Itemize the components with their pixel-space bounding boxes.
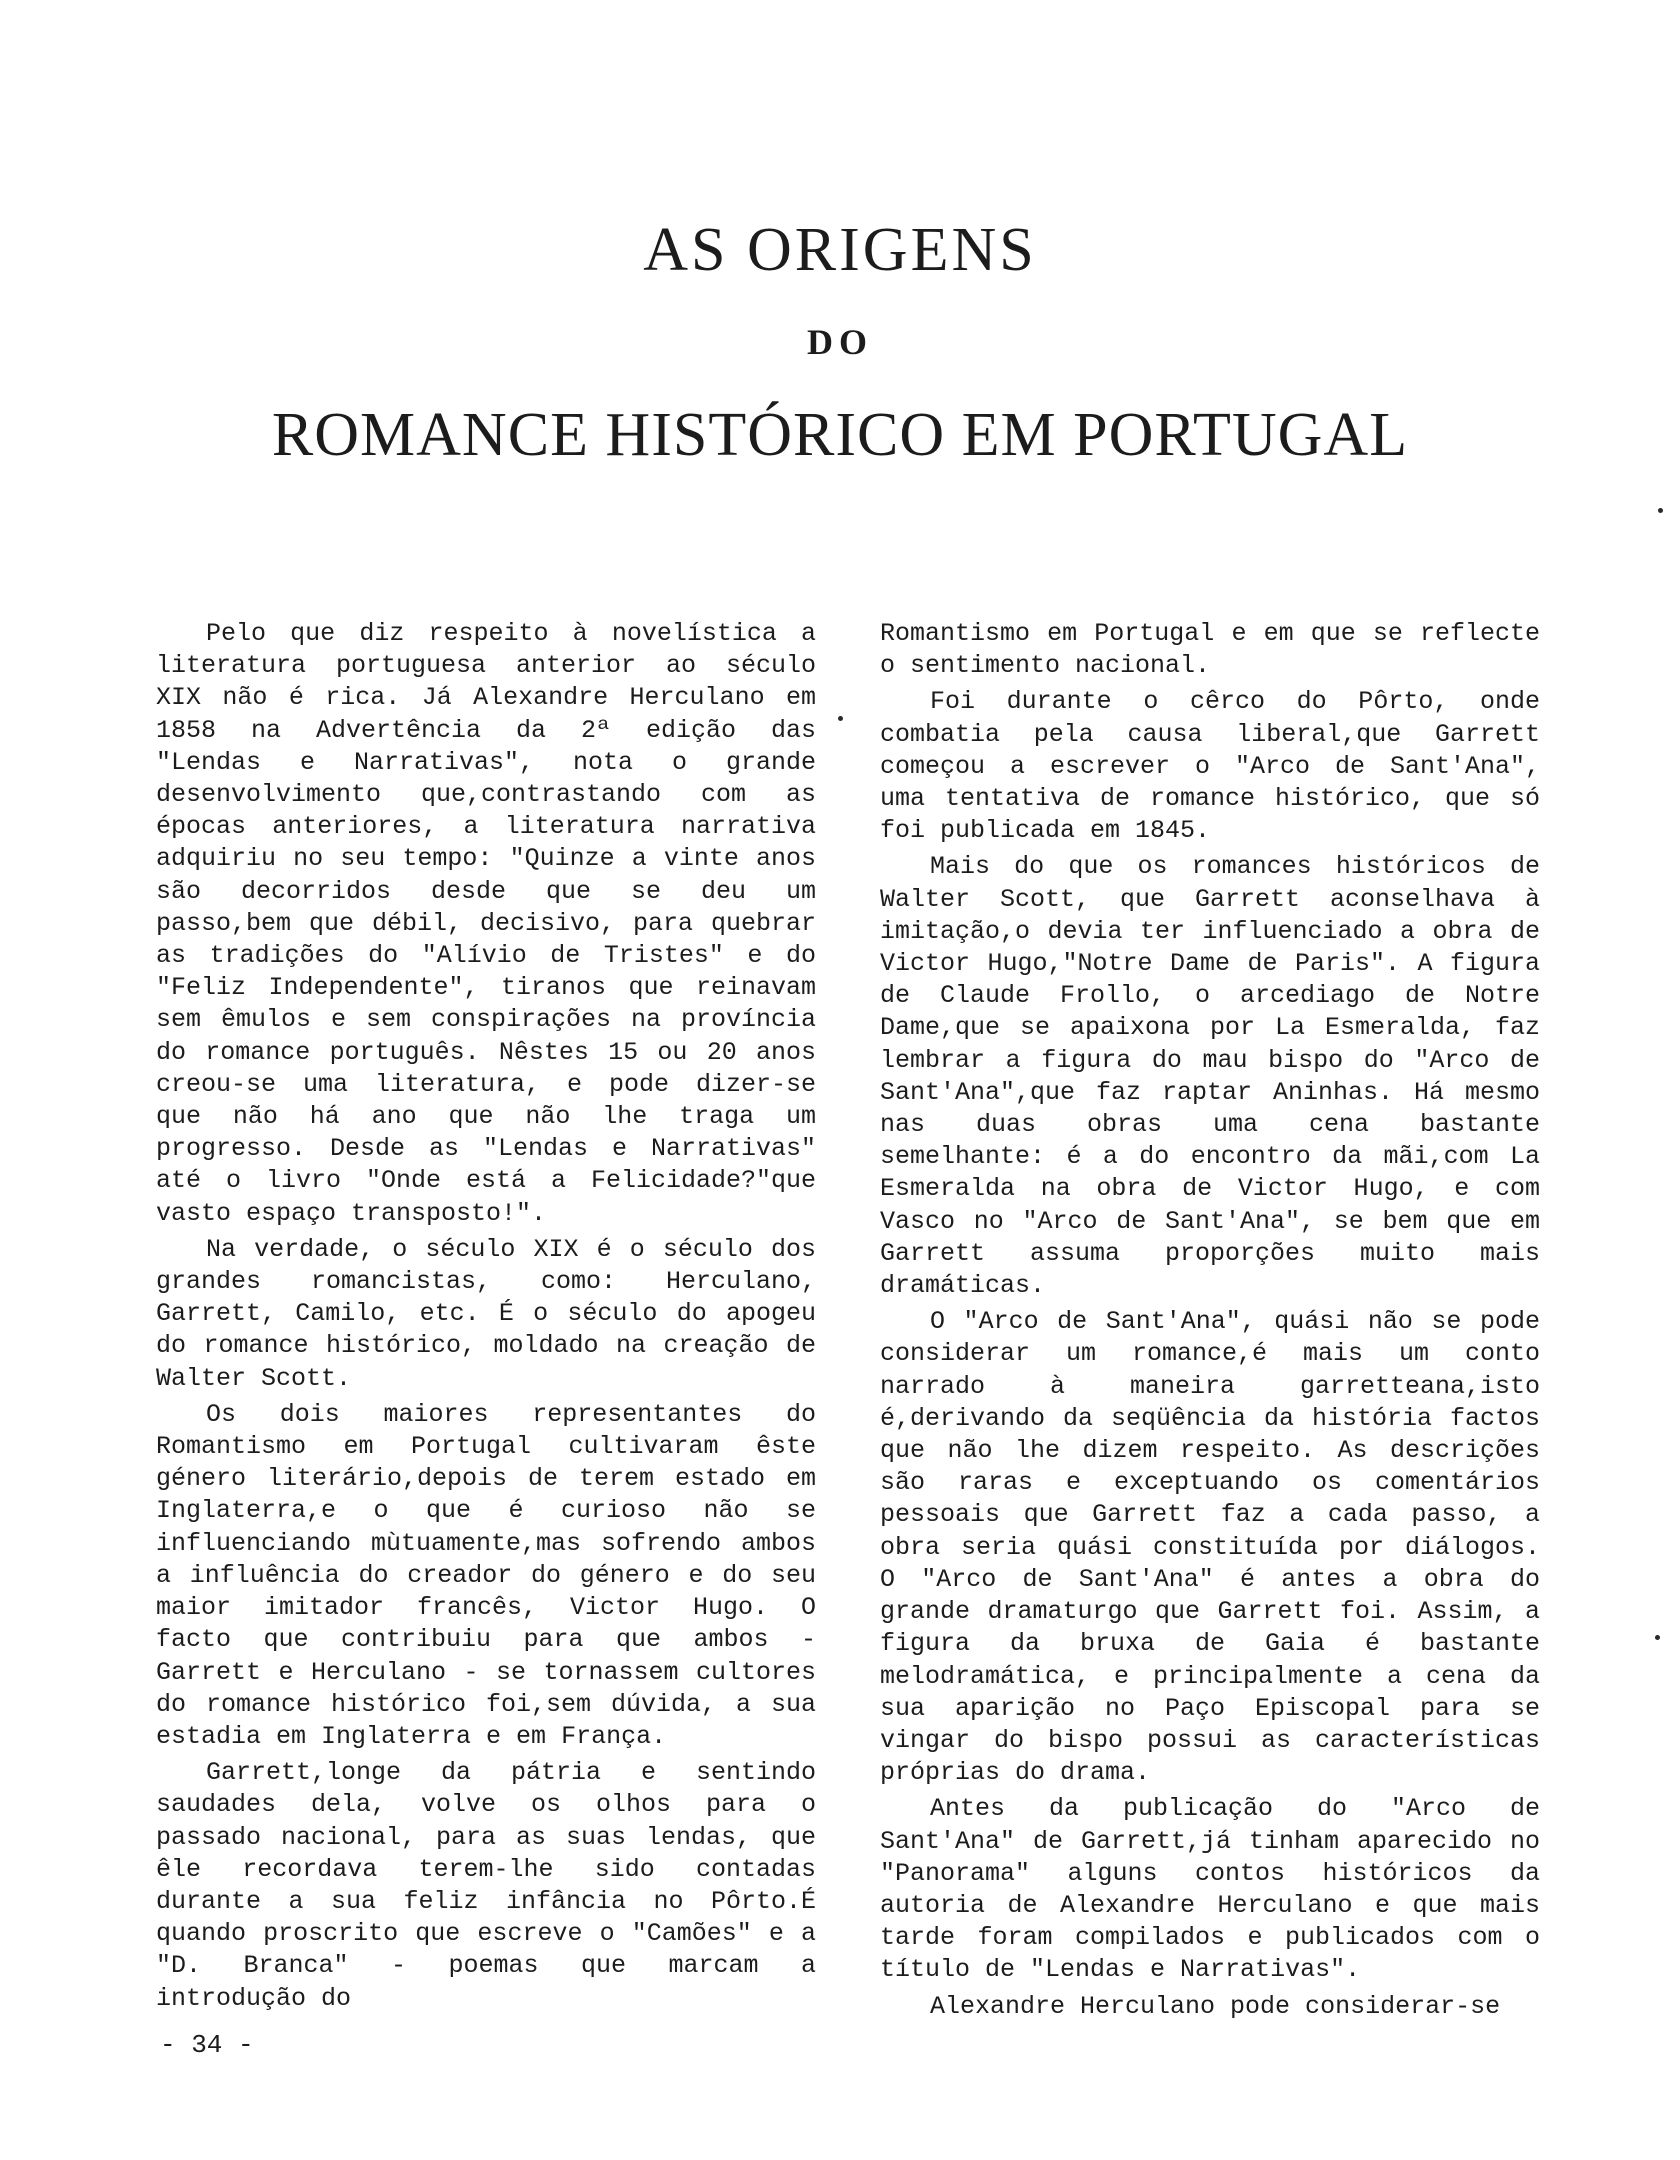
paragraph: Os dois maiores representantes do Romantismo em Portugal cultivaram êste género literário,depois de terem estado em Inglaterra,e o que é curioso não se influenciando mùtuamente,mas sofrendo ambos a influência do creador do género e do seu maior imitador francês, Victor Hugo. O facto que contribuiu para que ambos - Garrett e Herculano - se tornassem cultores do romance histórico foi,sem dúvida, a sua estadia em Inglaterra e em França. [156,1399,816,1751]
print-speck [1658,508,1663,513]
paragraph: Na verdade, o século XIX é o século dos grandes romancistas, como: Herculano, Garrett, Camilo, etc. É o século do apogeu do romance histórico, moldado na creação de Walter Scott. [156,1234,816,1393]
paragraph: Mais do que os romances históricos de Walter Scott, que Garrett aconselhava à imitação,o devia ter influenciado a obra de Victor Hugo,"Notre Dame de Paris". A figura de Claude Frollo, o arcediago de Notre Dame,que se apaixona por La Esmeralda, faz lembrar a figura do mau bispo do "Arco de Sant'Ana",que faz raptar Aninhas. Há mesmo nas duas obras uma cena bastante semelhante: é a do encontro da mãi,com La Esmeralda na obra de Victor Hugo, e com Vasco no "Arco de Sant'Ana", se bem que em Garrett assuma proporções muito mais dramáticas. [880,852,1540,1301]
right-column [880,618,1540,2027]
paragraph: Antes da publicação do "Arco de Sant'Ana" de Garrett,já tinham aparecido no "Panorama" alguns contos históricos da autoria de Alexandre Herculano e que mais tarde foram compilados e publicados com o título de "Lendas e Narrativas". [880,1794,1540,1985]
title-line-1: AS ORIGENS [643,216,1037,284]
left-column [156,618,816,2019]
page-number: - 34 - [160,2030,254,2060]
print-speck [838,716,843,721]
paragraph: Pelo que diz respeito à novelística a literatura portuguesa anterior ao século XIX não é rica. Já Alexandre Herculano em 1858 na Advertência da 2ª edição das "Lendas e Narrativas", nota o grande desenvolvimento que,contrastando com as épocas anteriores, a literatura narrativa adquiriu no seu tempo: "Quinze a vinte anos são decorridos desde que se deu um passo,bem que débil, decisivo, para quebrar as tradições do "Alívio de Tristes" e do "Feliz Independente", tiranos que reinavam sem êmulos e sem conspirações na província do romance português. Nêstes 15 ou 20 anos creou-se uma literatura, e pode dizer-se que não há ano que não lhe traga um progresso. Desde as "Lendas e Narrativas" até o livro "Onde está a Felicidade?"que vasto espaço transposto!". [156,619,816,1228]
paragraph: Alexandre Herculano pode considerar-se [930,1991,1501,2021]
paragraph: O "Arco de Sant'Ana", quási não se pode considerar um romance,é mais um conto narrado à maneira garretteana,isto é,derivando da seqüência da história factos que não lhe dizem respeito. As descrições são raras e exceptuando os comentários pessoais que Garrett faz a cada passo, a obra seria quási constituída por diálogos. O "Arco de Sant'Ana" é antes a obra do grande dramaturgo que Garrett foi. Assim, a figura da bruxa de Gaia é bastante melodramática, e principalmente a cena da sua aparição no Paço Episcopal para se vingar do bispo possui as características próprias do drama. [880,1307,1540,1788]
title-line-2: DO [807,322,873,362]
paragraph: Garrett,longe da pátria e sentindo saudades dela, volve os olhos para o passado nacional, para as suas lendas, que êle recordava terem-lhe sido contadas durante a sua feliz infância no Pôrto.É quando proscrito que escreve o "Camões" e a "D. Branca" - poemas que marcam a introdução do [156,1758,816,2013]
paragraph: Romantismo em Portugal e em que se reflecte o sentimento nacional. [880,619,1540,681]
title-line-3: ROMANCE HISTÓRICO EM PORTUGAL [271,401,1409,469]
paragraph: Foi durante o cêrco do Pôrto, onde combatia pela causa liberal,que Garrett começou a escrever o "Arco de Sant'Ana", uma tentativa de romance histórico, que só foi publicada em 1845. [880,687,1540,846]
print-speck [1655,1635,1660,1640]
